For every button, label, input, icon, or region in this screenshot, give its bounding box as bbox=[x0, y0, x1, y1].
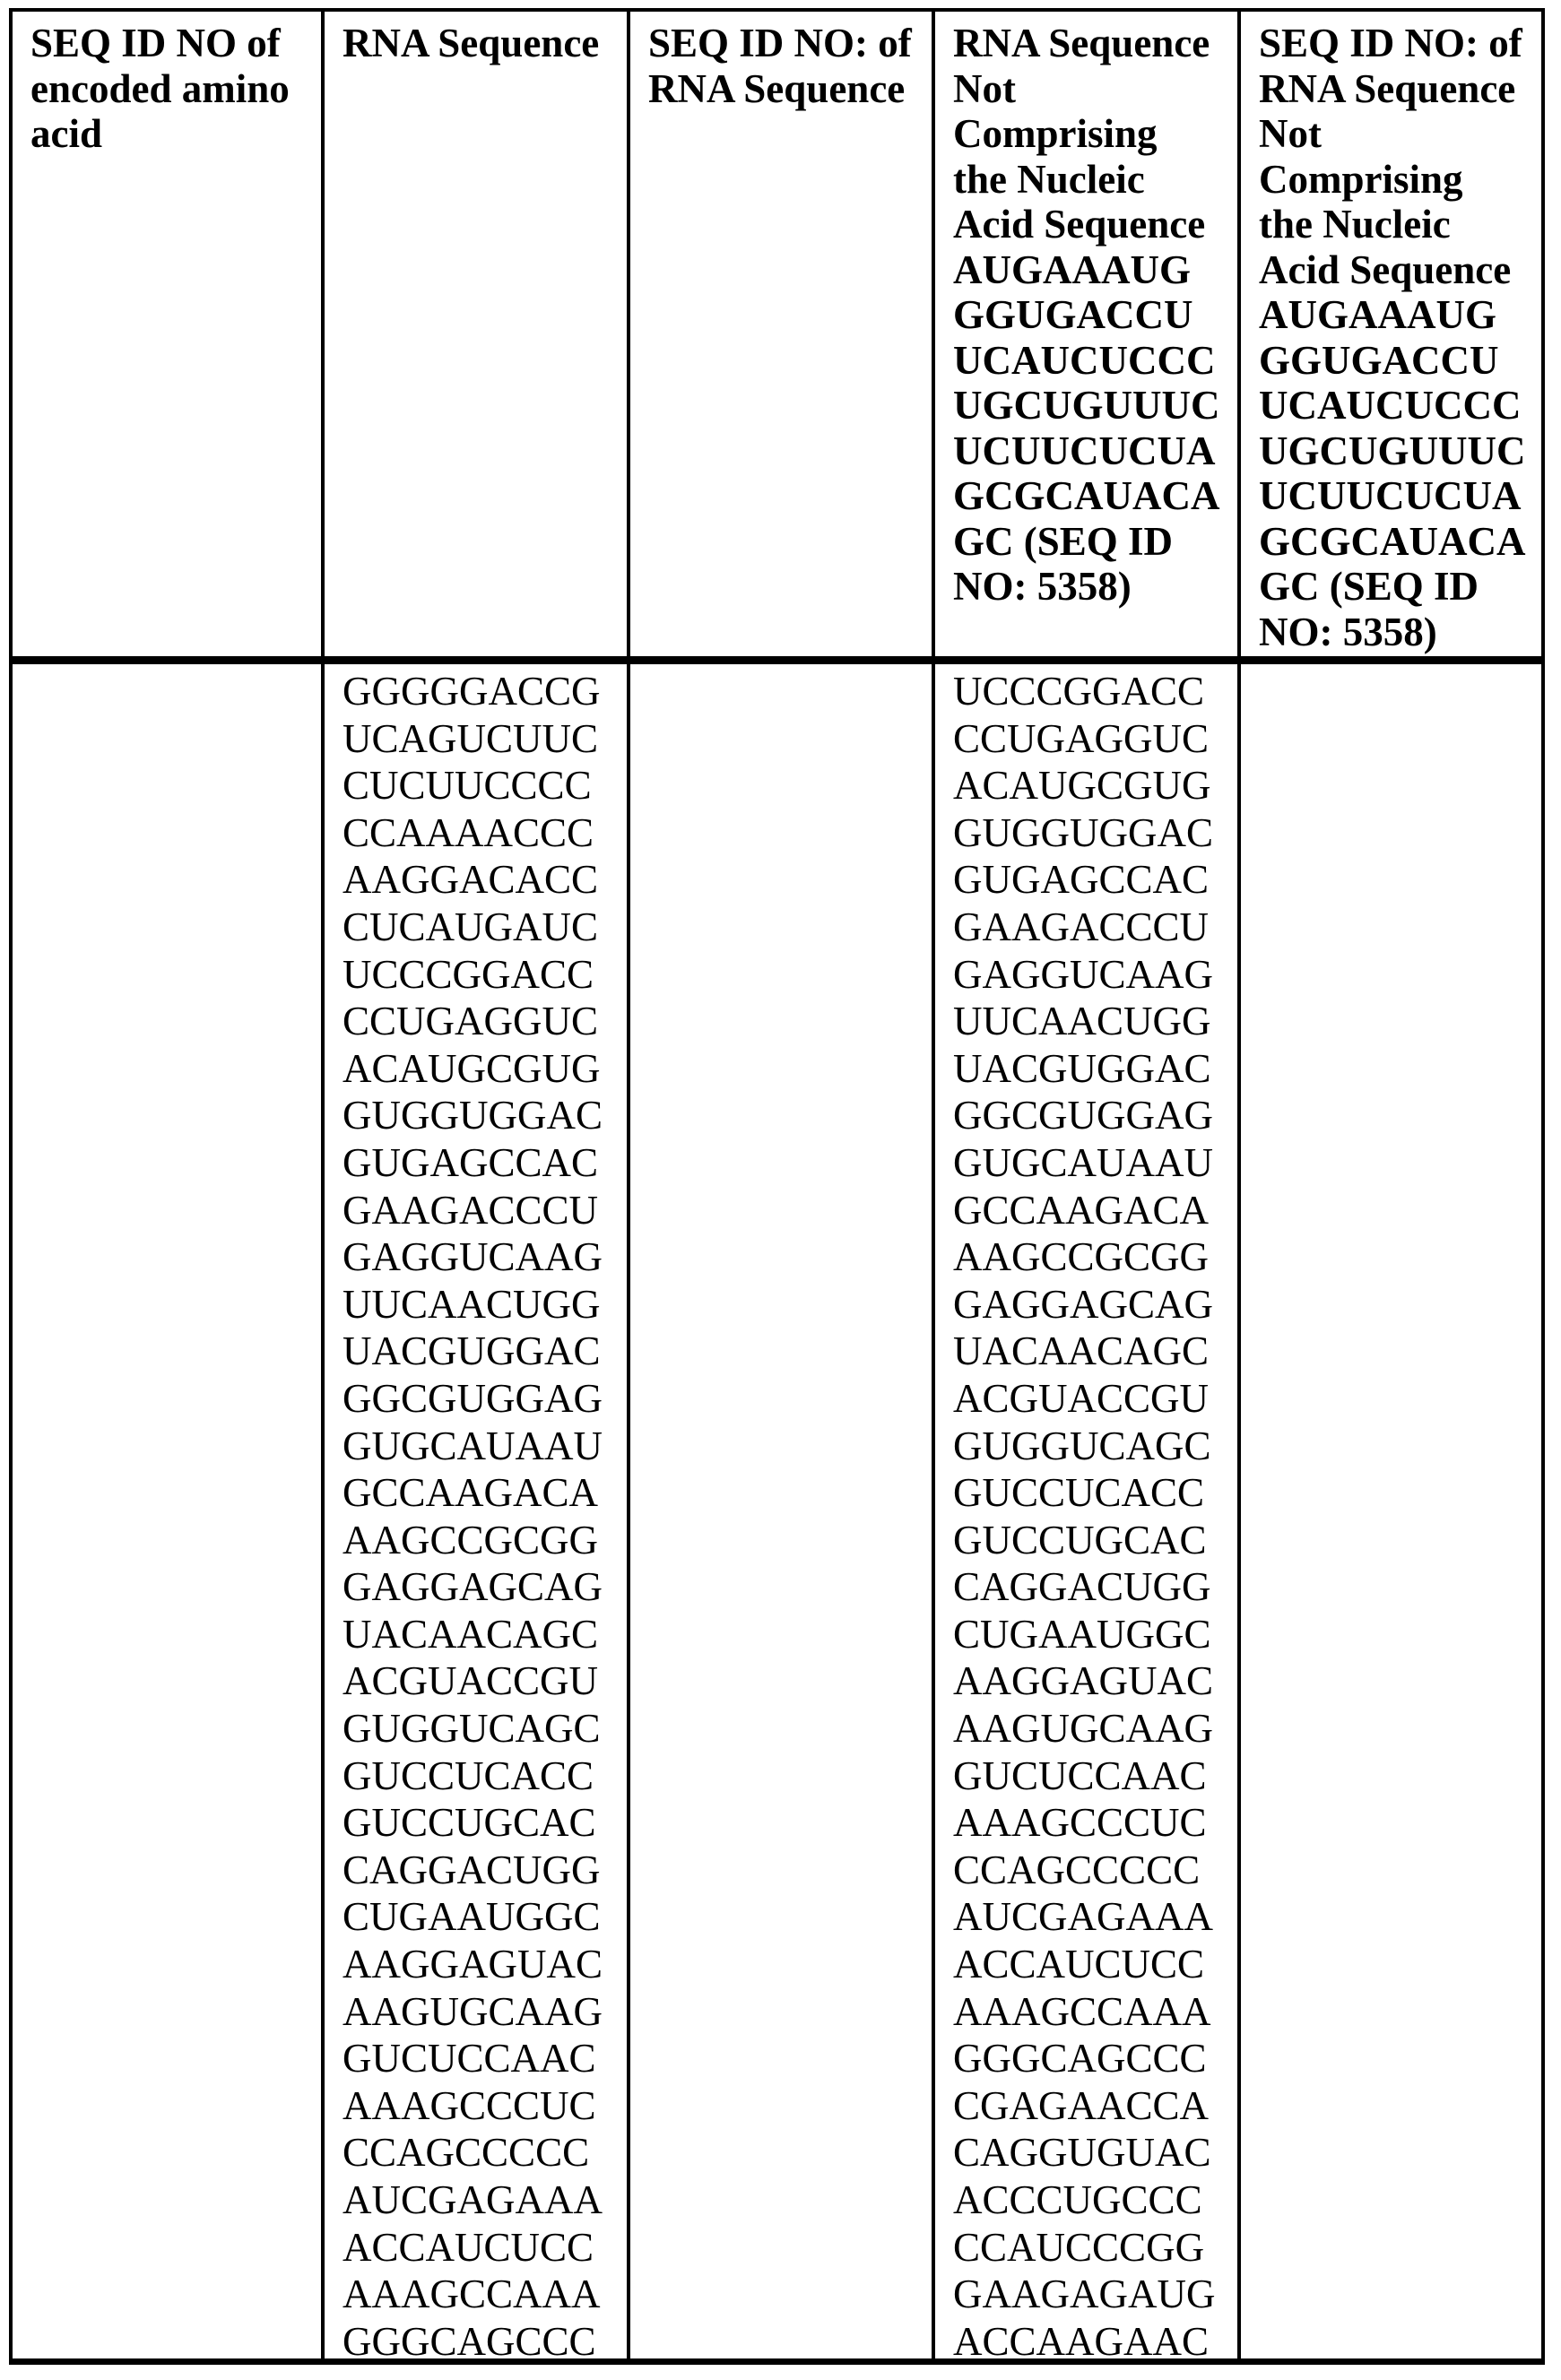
sequence-line: GUCUCCAAC bbox=[343, 2036, 596, 2081]
sequence-line: ACGUACCGU bbox=[953, 1375, 1210, 1421]
sequence-line: ACCAUCUCC bbox=[953, 1942, 1205, 1987]
header-line: RNA Sequence bbox=[1259, 65, 1516, 111]
sequence-line: UACGUGGAC bbox=[953, 1045, 1211, 1091]
data-cell-seq-id-encoded-amino-acid bbox=[13, 664, 321, 2358]
sequence-line: UCAGUCUUC bbox=[343, 715, 599, 761]
sequence-line: CAGGACUGG bbox=[343, 1847, 601, 1892]
sequence-line: CCUGAGGUC bbox=[953, 715, 1210, 761]
header-cell-rna-sequence-not-comprising bbox=[932, 12, 1237, 664]
sequence-line: AAGCCGCGG bbox=[953, 1234, 1210, 1280]
sequence-line: GGGCAGCCC bbox=[343, 2318, 596, 2358]
header-line: RNA Sequence bbox=[343, 21, 600, 65]
sequence-line: CCAGCCCCC bbox=[343, 2130, 590, 2176]
sequence-line: UACAACAGC bbox=[343, 1611, 599, 1657]
header-line: SEQ ID NO of bbox=[30, 21, 281, 65]
header-line: SEQ ID NO: of bbox=[648, 21, 912, 65]
header-line: RNA Sequence bbox=[648, 65, 906, 111]
sequence-table bbox=[9, 8, 1545, 2365]
sequence-line: CGAGAACCA bbox=[953, 2082, 1210, 2128]
header-line: UCAUCUCCC bbox=[953, 337, 1216, 383]
sequence-line: UUCAACUGG bbox=[953, 999, 1211, 1044]
header-line: GCGCAUACA bbox=[953, 473, 1220, 518]
sequence-line: AAAGCCCUC bbox=[953, 1800, 1207, 1846]
sequence-line: ACGUACCGU bbox=[343, 1658, 599, 1704]
header-line: NO: 5358) bbox=[1259, 609, 1437, 654]
header-line: NO: 5358) bbox=[953, 564, 1132, 609]
sequence-line: GAGGAGCAG bbox=[953, 1281, 1213, 1327]
sequence-line: ACAUGCGUG bbox=[343, 1045, 601, 1091]
sequence-line: GAAGACCCU bbox=[953, 904, 1210, 949]
sequence-line: UCCCGGACC bbox=[343, 951, 594, 997]
header-line: acid bbox=[30, 111, 103, 156]
sequence-line: ACCAUCUCC bbox=[343, 2224, 594, 2270]
header-line: GC (SEQ ID bbox=[1259, 564, 1479, 609]
header-line: Comprising bbox=[1259, 156, 1463, 202]
sequence-line: AAGUGCAAG bbox=[343, 1988, 603, 2034]
header-line: Acid Sequence bbox=[953, 202, 1206, 247]
header-line: RNA Sequence bbox=[953, 21, 1210, 65]
sequence-line: GGCGUGGAG bbox=[343, 1375, 603, 1421]
sequence-line: GUGGUCAGC bbox=[343, 1706, 601, 1752]
header-line: the Nucleic bbox=[953, 156, 1145, 202]
sequence-line: GAGGUCAAG bbox=[953, 951, 1213, 997]
sequence-line: AAGGAGUAC bbox=[343, 1942, 603, 1987]
sequence-line: GUCCUGCAC bbox=[953, 1517, 1207, 1562]
header-line: GC (SEQ ID bbox=[953, 518, 1174, 564]
header-line: GGUGACCU bbox=[1259, 337, 1499, 383]
sequence-line: AUCGAGAAA bbox=[953, 1894, 1213, 1940]
header-cell-seq-id-of-rna-sequence bbox=[627, 12, 932, 664]
header-line: encoded amino bbox=[30, 65, 290, 111]
sequence-line: AAGUGCAAG bbox=[953, 1706, 1213, 1752]
sequence-line: ACCCUGCCC bbox=[953, 2177, 1202, 2222]
data-cell-seq-id-of-rna-sequence bbox=[627, 664, 932, 2358]
sequence-line: GUGCAUAAU bbox=[343, 1423, 603, 1468]
header-line: UCUUCUCUA bbox=[1259, 473, 1522, 518]
sequence-line: AAAGCCCUC bbox=[343, 2082, 596, 2128]
header-line: SEQ ID NO: of bbox=[1259, 21, 1522, 65]
sequence-line: UACGUGGAC bbox=[343, 1328, 601, 1374]
sequence-line: CAGGUGUAC bbox=[953, 2130, 1211, 2176]
header-cell-rna-sequence bbox=[321, 12, 627, 664]
sequence-line: AUCGAGAAA bbox=[343, 2177, 603, 2222]
sequence-line: AAGCCGCGG bbox=[343, 1517, 599, 1562]
sequence-line: CUGAAUGGC bbox=[343, 1894, 601, 1940]
header-line: UGCUGUUUC bbox=[1259, 428, 1526, 473]
header-cell-seq-id-not-comprising bbox=[1237, 12, 1541, 664]
sequence-line: AAAGCCAAA bbox=[343, 2272, 601, 2317]
sequence-line: GCCAAGACA bbox=[343, 1470, 599, 1516]
sequence-line: GUGGUGGAC bbox=[953, 809, 1213, 855]
sequence-line: CCAAAACCC bbox=[343, 809, 594, 855]
header-line: AUGAAAUG bbox=[1259, 292, 1496, 337]
sequence-line: AAGGACACC bbox=[343, 857, 599, 903]
header-line: UGCUGUUUC bbox=[953, 383, 1220, 428]
header-line: UCAUCUCCC bbox=[1259, 383, 1522, 428]
sequence-line: GAAGAGAUG bbox=[953, 2272, 1216, 2317]
sequence-line: GUGAGCCAC bbox=[953, 857, 1210, 903]
sequence-line: GUGGUCAGC bbox=[953, 1423, 1211, 1468]
header-line: Not bbox=[1259, 111, 1322, 156]
sequence-line: CAGGACUGG bbox=[953, 1564, 1211, 1610]
sequence-line: GGGGGACCG bbox=[343, 669, 601, 714]
sequence-line: GGCGUGGAG bbox=[953, 1093, 1213, 1138]
sequence-line: UUCAACUGG bbox=[343, 1281, 601, 1327]
sequence-line: GAAGACCCU bbox=[343, 1187, 599, 1233]
sequence-line: AAAGCCAAA bbox=[953, 1988, 1211, 2034]
sequence-line: ACAUGCGUG bbox=[953, 763, 1211, 809]
sequence-line: CUGAAUGGC bbox=[953, 1611, 1211, 1657]
sequence-line: GUGAGCCAC bbox=[343, 1139, 599, 1185]
header-line: GCGCAUACA bbox=[1259, 518, 1526, 564]
data-cell-seq-id-not-comprising bbox=[1237, 664, 1541, 2358]
sequence-line: UACAACAGC bbox=[953, 1328, 1210, 1374]
sequence-line: UCCCGGACC bbox=[953, 669, 1205, 714]
sequence-line: GAGGUCAAG bbox=[343, 1234, 603, 1280]
sequence-line: GUCCUCACC bbox=[953, 1470, 1205, 1516]
header-line: GGUGACCU bbox=[953, 292, 1193, 337]
sequence-line: GUCUCCAAC bbox=[953, 1753, 1207, 1798]
header-cell-seq-id-encoded-amino-acid bbox=[13, 12, 321, 664]
sequence-line: CCAUCCCGG bbox=[953, 2224, 1205, 2270]
header-line: Comprising bbox=[953, 111, 1158, 156]
sequence-line: AAGGAGUAC bbox=[953, 1658, 1213, 1704]
sequence-line: GUGGUGGAC bbox=[343, 1093, 603, 1138]
sequence-line: GUGCAUAAU bbox=[953, 1139, 1213, 1185]
header-line: AUGAAAUG bbox=[953, 247, 1191, 292]
sequence-line: CCAGCCCCC bbox=[953, 1847, 1201, 1892]
data-cell-rna-sequence bbox=[321, 664, 627, 2358]
sequence-line: GCCAAGACA bbox=[953, 1187, 1210, 1233]
header-line: UCUUCUCUA bbox=[953, 428, 1216, 473]
header-line: Not bbox=[953, 65, 1016, 111]
sequence-line: CUCUUCCCC bbox=[343, 763, 592, 809]
sequence-line: GGGCAGCCC bbox=[953, 2036, 1207, 2081]
header-line: the Nucleic bbox=[1259, 202, 1451, 247]
sequence-line: GUCCUGCAC bbox=[343, 1800, 596, 1846]
sequence-line: CCUGAGGUC bbox=[343, 999, 599, 1044]
sequence-line: GUCCUCACC bbox=[343, 1753, 594, 1798]
data-cell-rna-sequence-not-comprising bbox=[932, 664, 1237, 2358]
sequence-line: ACCAAGAAC bbox=[953, 2318, 1210, 2358]
header-line: Acid Sequence bbox=[1259, 247, 1512, 292]
sequence-line: GAGGAGCAG bbox=[343, 1564, 603, 1610]
sequence-line: CUCAUGAUC bbox=[343, 904, 599, 949]
